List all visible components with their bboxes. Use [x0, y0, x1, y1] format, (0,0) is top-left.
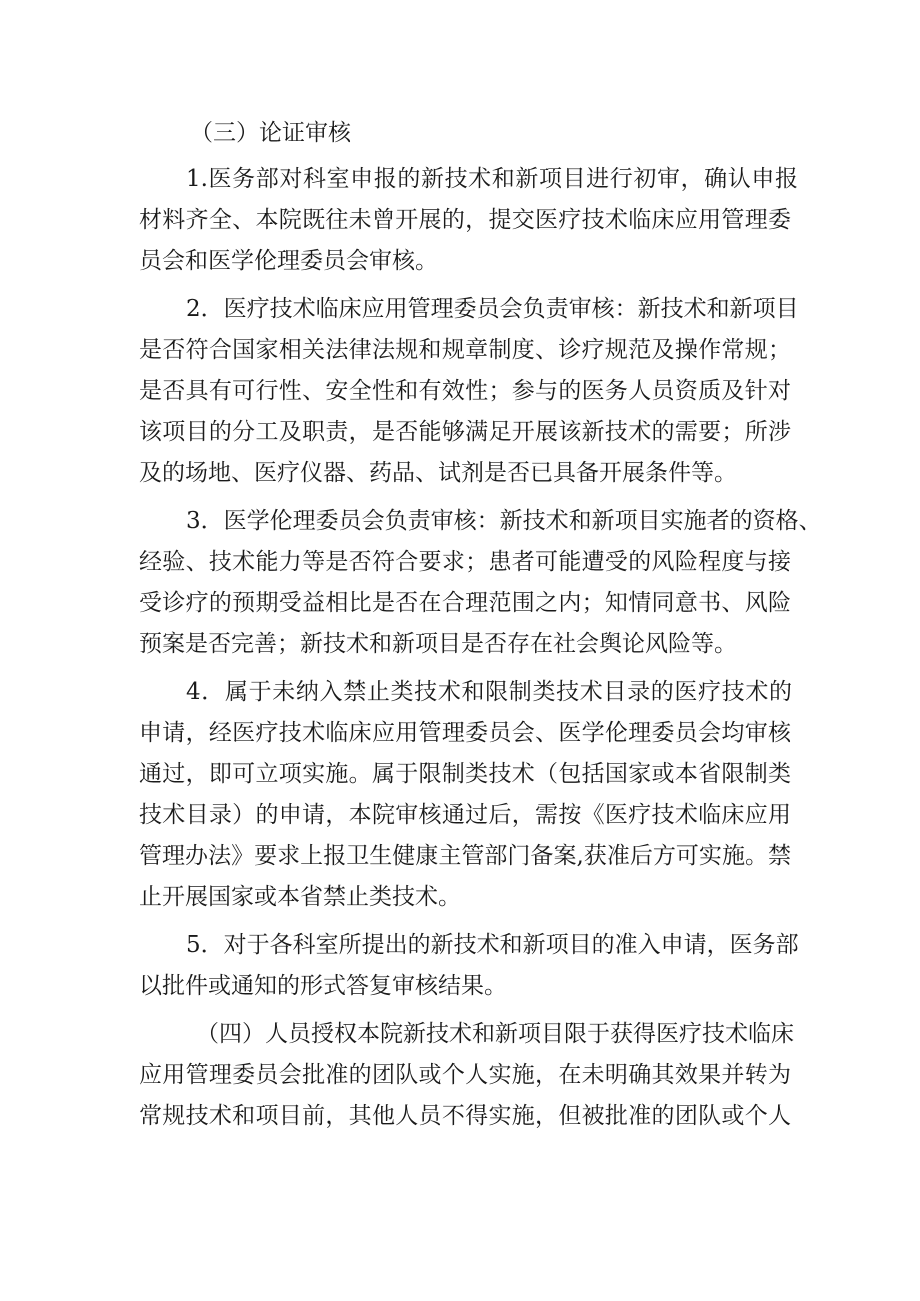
paragraph-2-line-4: 该项目的分工及职责，是否能够满足开展该新技术的需要；所涉: [139, 419, 791, 445]
section-4-line-2: 应用管理委员会批准的团队或个人实施，在未明确其效果并转为: [139, 1062, 791, 1088]
paragraph-4-line-5: 管理办法》要求上报卫生健康主管部门备案,获准后方可实施。禁: [139, 843, 791, 869]
paragraph-4-line-4: 技术目录）的申请，本院审核通过后，需按《医疗技术临床应用: [139, 802, 791, 828]
section-heading-review: （三）论证审核: [190, 120, 351, 146]
paragraph-3-line-1: 3．医学伦理委员会负责审核：新技术和新项目实施者的资格、: [186, 508, 822, 534]
paragraph-5-line-1: 5．对于各科室所提出的新技术和新项目的准入申请，医务部: [186, 932, 799, 958]
paragraph-3-line-2: 经验、技术能力等是否符合要求；患者可能遭受的风险程度与接: [139, 549, 791, 575]
paragraph-2-line-1: 2．医疗技术临床应用管理委员会负责审核：新技术和新项目: [186, 296, 799, 322]
section-4-line-1: （四）人员授权本院新技术和新项目限于获得医疗技术临床: [196, 1021, 794, 1047]
paragraph-2-line-3: 是否具有可行性、安全性和有效性；参与的医务人员资质及针对: [139, 378, 791, 404]
paragraph-4-line-6: 止开展国家或本省禁止类技术。: [139, 884, 461, 910]
paragraph-3-line-4: 预案是否完善；新技术和新项目是否存在社会舆论风险等。: [139, 631, 737, 657]
paragraph-2-line-2: 是否符合国家相关法律法规和规章制度、诊疗规范及操作常规；: [139, 337, 791, 363]
paragraph-4-line-2: 申请，经医疗技术临床应用管理委员会、医学伦理委员会均审核: [139, 720, 791, 746]
paragraph-1-line-1: 1.医务部对科室申报的新技术和新项目进行初审，确认申报: [186, 166, 798, 192]
paragraph-2-line-5: 及的场地、医疗仪器、药品、试剂是否已具备开展条件等。: [139, 460, 737, 486]
paragraph-1-line-2: 材料齐全、本院既往未曾开展的，提交医疗技术临床应用管理委: [139, 207, 791, 233]
paragraph-5-line-2: 以批件或通知的形式答复审核结果。: [139, 973, 507, 999]
paragraph-4-line-1: 4．属于未纳入禁止类技术和限制类技术目录的医疗技术的: [186, 679, 792, 705]
section-4-line-3: 常规技术和项目前，其他人员不得实施，但被批准的团队或个人: [139, 1103, 791, 1129]
paragraph-1-line-3: 员会和医学伦理委员会审核。: [139, 248, 438, 274]
paragraph-4-line-3: 通过，即可立项实施。属于限制类技术（包括国家或本省限制类: [139, 761, 791, 787]
paragraph-3-line-3: 受诊疗的预期受益相比是否在合理范围之内；知情同意书、风险: [139, 590, 791, 616]
